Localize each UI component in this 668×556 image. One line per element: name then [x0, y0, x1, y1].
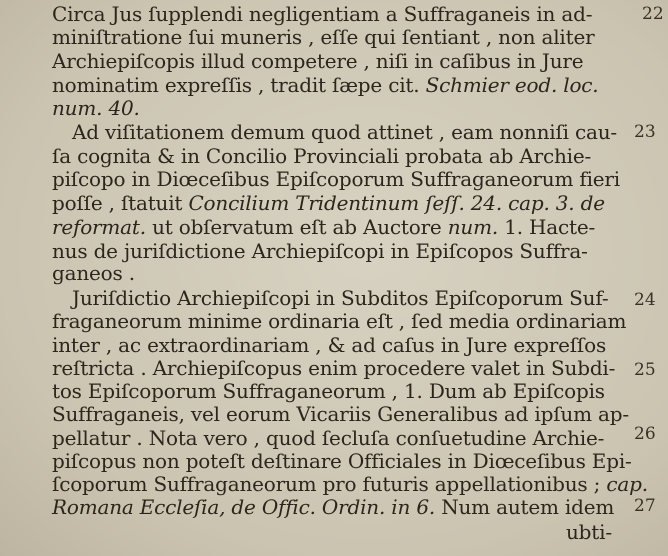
- italic-citation: Romana Eccleſia: [52, 495, 220, 519]
- text-line: [52, 216, 595, 238]
- text-line: ſa cognita & in Concilio Provinciali probata ab Archie-: [52, 144, 592, 168]
- text-line: [52, 192, 605, 214]
- text-segment: 1. Hacte-: [504, 215, 596, 239]
- text-segment: poſſe , ſtatuit: [52, 191, 183, 215]
- text-line: piſcopo in Diœceſibus Epiſcoporum Suffraganeorum fieri: [52, 167, 620, 191]
- margin-number: 24: [634, 290, 656, 310]
- margin-number: 25: [634, 360, 656, 380]
- text-line: Archiepiſcopis illud competere , niſi in caſibus in Jure: [52, 49, 584, 73]
- text-line: [52, 74, 598, 96]
- text-segment: ſcoporum Suffraganeorum pro futuris appellationibus ;: [52, 472, 601, 496]
- margin-number: 27: [634, 496, 656, 516]
- text-line: [52, 473, 648, 495]
- text-line: pellatur . Nota vero , quod ſecluſa conſuetudine Archie-: [52, 426, 605, 450]
- text-line: piſcopus non poteſt deſtinare Officiales in Diœceſibus Epi-: [52, 449, 632, 473]
- italic-citation: num. 40.: [52, 96, 140, 120]
- text-line: Circa Jus ſupplendi negligentiam a Suffraganeis in ad-: [52, 2, 593, 26]
- italic-citation: , de Offic. Ordin. in 6.: [219, 495, 436, 519]
- text-segment: ut obſervatum eſt ab Auctore: [152, 215, 442, 239]
- text-line: tos Epiſcoporum Suffraganeorum , 1. Dum ab Epiſcopis: [52, 379, 605, 403]
- text-line: nus de juriſdictione Archiepiſcopi in Epiſcopos Suffra-: [52, 239, 588, 263]
- text-segment: Num autem idem: [441, 495, 615, 519]
- text-line: Juriſdictio Archiepiſcopi in Subditos Epiſcoporum Suf-: [72, 286, 609, 310]
- text-line: Suffraganeis, vel eorum Vicariis Generalibus ad ipſum ap-: [52, 402, 629, 426]
- text-line: inter , ac extraordinariam , & ad caſus in Jure expreſſos: [52, 333, 607, 357]
- text-line: Ad viſitationem demum quod attinet , eam nonniſi cau-: [72, 120, 617, 144]
- italic-citation: cap.: [606, 472, 648, 496]
- text-line: miniſtratione ſui muneris , eſſe qui ſentiant , non aliter: [52, 25, 595, 49]
- italic-citation: Concilium Tridentinum ſeſſ. 24. cap. 3. de: [188, 191, 605, 215]
- margin-number: 22: [642, 4, 664, 24]
- text-segment: nominatim expreſſis , tradit ſæpe cit.: [52, 73, 420, 97]
- italic-citation: Schmier eod. loc.: [425, 73, 599, 97]
- text-line: reſtricta . Archiepiſcopus enim procedere valet in Subdi-: [52, 356, 616, 380]
- catchword: ubti-: [566, 520, 612, 544]
- italic-citation: num.: [447, 215, 499, 239]
- text-line: fraganeorum minime ordinaria eſt , ſed media ordinariam: [52, 309, 627, 333]
- margin-number: 26: [634, 424, 656, 444]
- text-line: [52, 496, 614, 518]
- text-line: ganeos .: [52, 261, 135, 285]
- margin-number: 23: [634, 122, 656, 142]
- text-line: [52, 97, 140, 119]
- italic-citation: reformat.: [52, 215, 146, 239]
